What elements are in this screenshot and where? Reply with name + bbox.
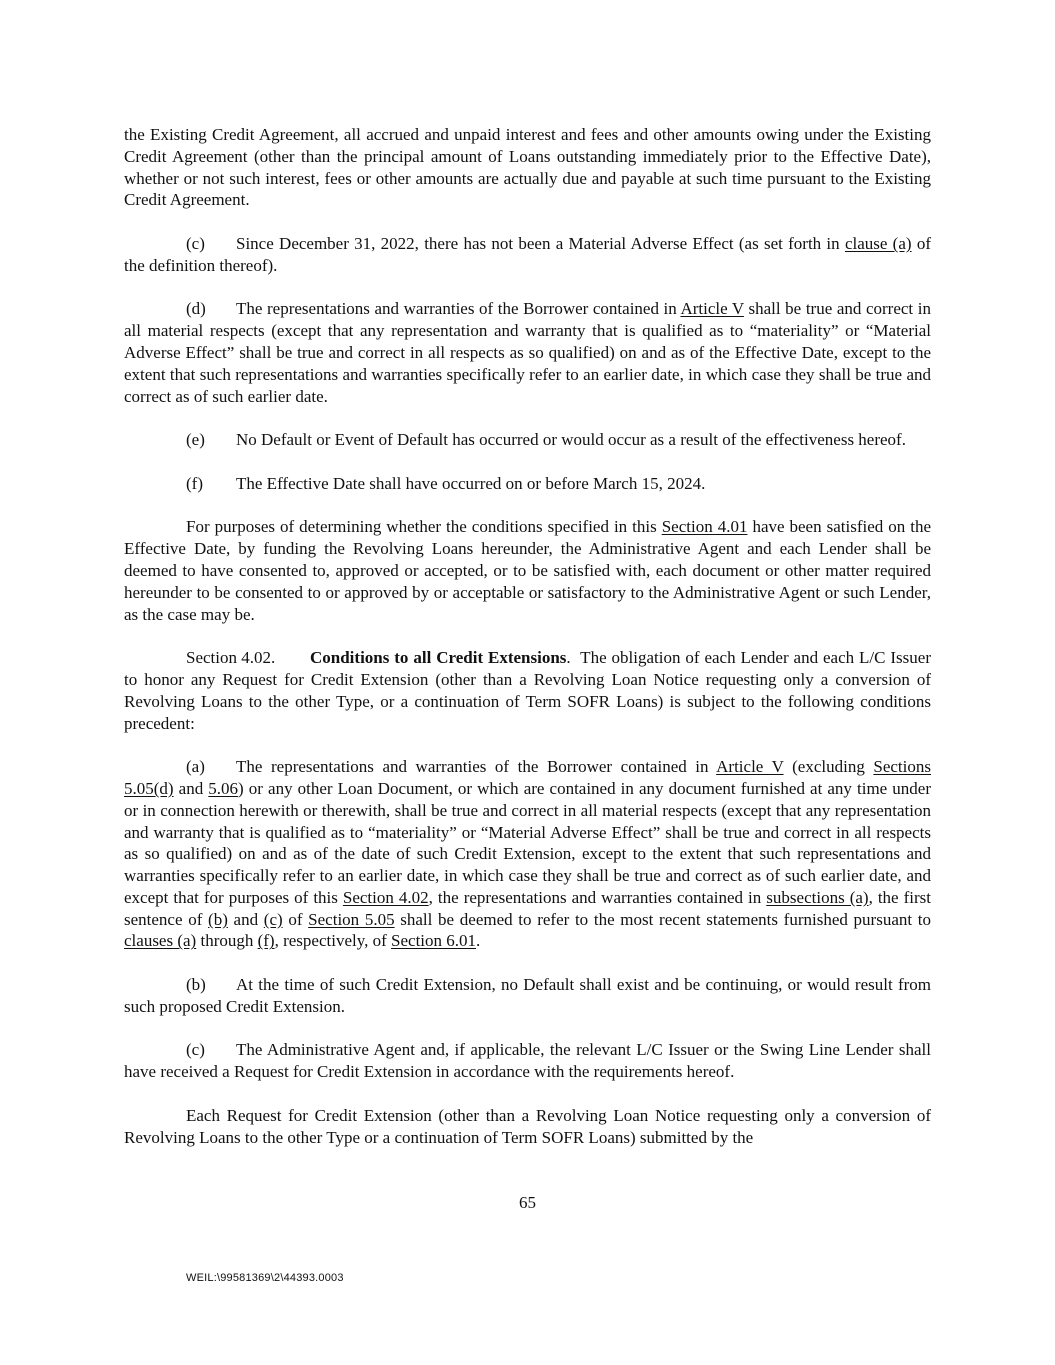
clause-label: (e) [186, 430, 205, 450]
clause-label: (b) [186, 975, 206, 995]
cross-reference-link[interactable]: (b) [208, 909, 228, 929]
clause-label: (a) [186, 757, 205, 777]
clause-label: (c) [186, 233, 205, 253]
paragraph-f: (f) The Effective Date shall have occurred on or before March 15, 2024. [186, 473, 706, 493]
clause-label: (f) [186, 473, 203, 493]
cross-reference-link[interactable]: Sections 5.05(d) [124, 757, 931, 798]
defined-term: “materiality” [368, 822, 457, 842]
paragraph-intro: the Existing Credit Agreement, all accrued and unpaid interest and fees and other amounts owing under the Existing Credit Agreement (other than the principal amount of Loans outstanding immediately prior to the Effective Date), whether or not such interest, fees or other amounts are actually due and payable at such time pursuant to the Existing Credit Agreement. [124, 125, 931, 210]
cross-reference-link[interactable]: Section 4.02 [342, 887, 429, 907]
defined-term: “materiality” [749, 321, 839, 341]
clause-label: (d) [186, 299, 206, 319]
paragraph-c: (c) Since December 31, 2022, there has not been a Material Adverse Effect (as set forth in clause (a) of the definition thereof). [124, 233, 931, 275]
cross-reference-link[interactable]: Article V [680, 299, 744, 319]
defined-term: “Material Adverse Effect” [124, 321, 931, 362]
section-4-02: Section 4.02. Conditions to all Credit Extensions. The obligation of each Lender and each L/C Issuer to honor any Request for Credit Extension (other than a Revolving Loan Notice requesting only a conversion of Revolving Loans to the other Type, or a continuation of Term SOFR Loans) is subject to the following conditions precedent: [124, 648, 936, 733]
cross-reference-link[interactable]: Section 4.01 [661, 517, 748, 537]
section-heading: Conditions to all Credit Extensions [310, 648, 567, 668]
document-body [124, 124, 936, 1148]
paragraph-purposes: For purposes of determining whether the conditions specified in this Section 4.01 have been satisfied on the Effective Date, by funding the Revolving Loans hereunder, the Administrative Agent and each Lender shall be deemed to have consented to, approved or accepted, or to be satisfied with, each document or other matter required hereunder to be consented to or approved by or acceptable or satisfactory to the Administrative Agent or such Lender, as the case may be. [124, 517, 931, 624]
paragraph-b2: (b) At the time of such Credit Extension, no Default shall exist and be continuing, or would result from such proposed Credit Extension. [124, 975, 931, 1016]
document-id-footer: WEIL:\99581369\2\44393.0003 [186, 1272, 344, 1284]
cross-reference-link[interactable]: Article V [716, 757, 784, 777]
paragraph-c2: (c) The Administrative Agent and, if applicable, the relevant L/C Issuer or the Swing Line Lender shall have received a Request for Credit Extension in accordance with the requirements hereof. [124, 1040, 931, 1082]
cross-reference-link[interactable]: clauses (a) [124, 931, 197, 951]
cross-reference-link[interactable]: (f) [257, 931, 275, 951]
page-number: 65 [519, 1193, 536, 1212]
cross-reference-link[interactable]: Section 6.01 [391, 931, 477, 951]
cross-reference-link[interactable]: Section 5.05 [308, 909, 395, 929]
defined-term: “Material Adverse Effect” [480, 822, 661, 842]
paragraph-e: (e) No Default or Event of Default has occurred or would occur as a result of the effectiveness hereof. [186, 430, 906, 450]
cross-reference-link[interactable]: subsections (a) [766, 887, 869, 907]
paragraph-d: (d) The representations and warranties of the Borrower contained in Article V shall be true and correct in all material respects (except that any representation and warranty that is qualified as to “materiality” or “Material Adverse Effect” shall be true and correct in all respects as so qualified) on and as of the Effective Date, except to the extent that such representations and warranties specifically refer to an earlier date, in which case they shall be true and correct as of such earlier date. [124, 299, 931, 406]
cross-reference-link[interactable]: 5.06 [208, 778, 239, 798]
section-number: Section 4.02. [186, 648, 276, 668]
paragraph-a2: (a) The representations and warranties of the Borrower contained in Article V (excluding Sections 5.05(d) and 5.06) or any other Loan Document, or which are contained in any document furnished at any time under or in connection herewith or therewith, shall be true and correct in all material respects (except that any representation and warranty that is qualified as to “materiality” or “Material Adverse Effect” shall be true and correct in all respects as so qualified) on and as of the date of such Credit Extension, except to the extent that such representations and warranties specifically refer to an earlier date, in which case they shall be true and correct as of such earlier date, and except that for purposes of this Section 4.02, the representations and warranties contained in subsections (a), the first sentence of (b) and (c) of Section 5.05 shall be deemed to refer to the most recent statements furnished pursuant to clauses (a) through (f), respectively, of Section 6.01. [124, 757, 931, 951]
clause-label: (c) [186, 1040, 205, 1060]
cross-reference-link[interactable]: clause (a) [844, 233, 912, 253]
paragraph-each-request: Each Request for Credit Extension (other than a Revolving Loan Notice requesting only a conversion of Revolving Loans to the other Type or a continuation of Term SOFR Loans) submitted by the [124, 1105, 931, 1147]
cross-reference-link[interactable]: (c) [263, 909, 283, 929]
